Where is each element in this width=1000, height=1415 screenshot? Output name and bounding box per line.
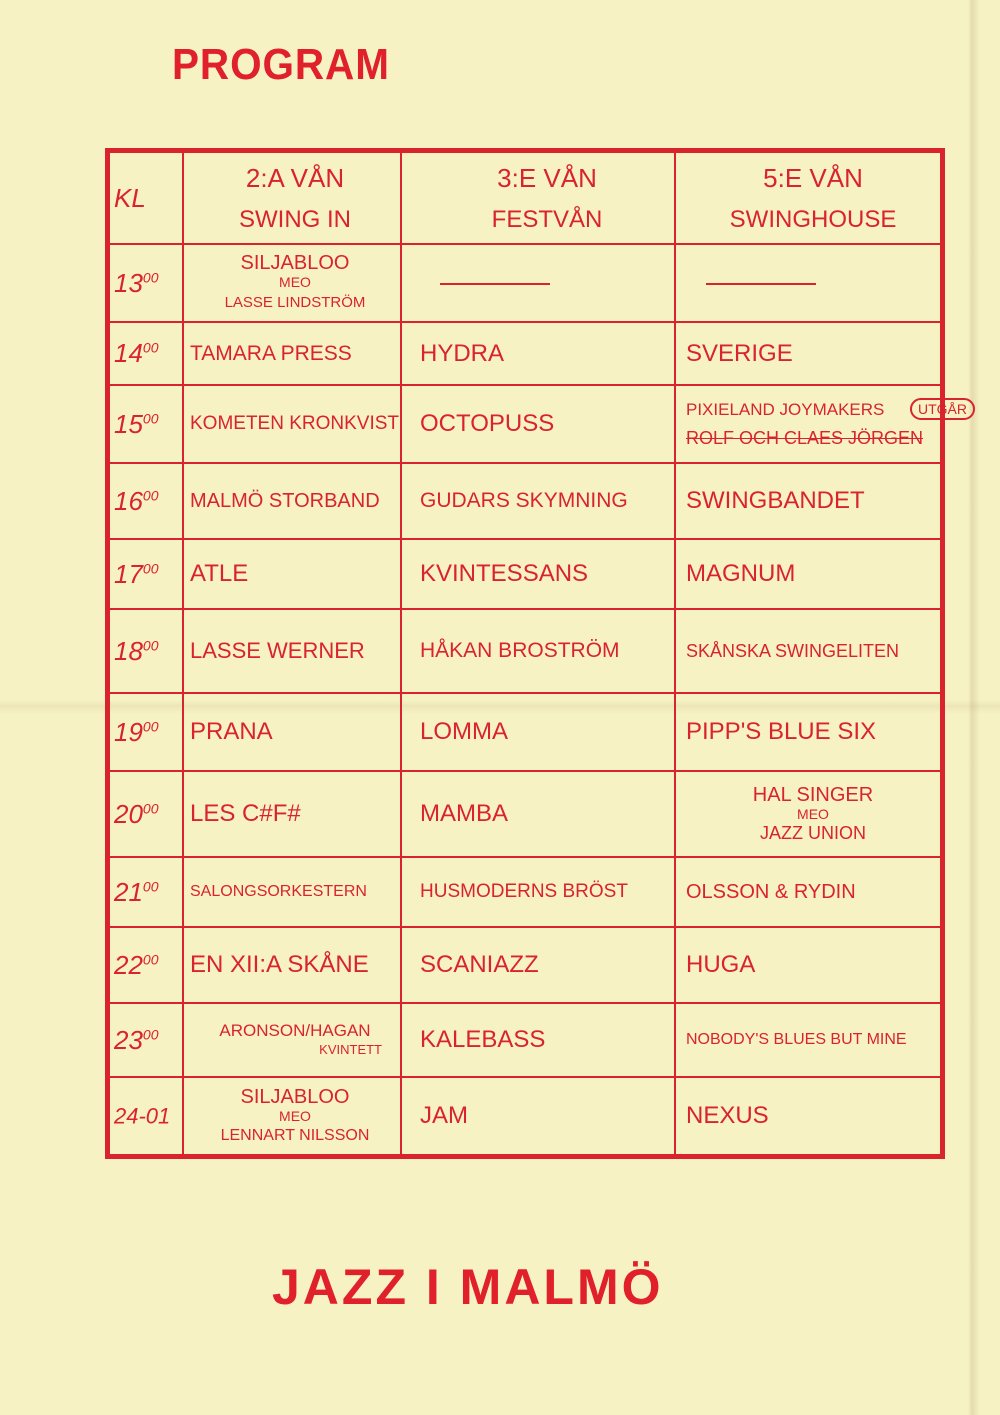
schedule-table xyxy=(105,148,945,1159)
venue-header-a xyxy=(183,152,401,244)
act-cell-b: JAM xyxy=(401,1077,675,1155)
empty-slot-dash xyxy=(440,283,550,285)
venue-header-c xyxy=(675,152,941,244)
floor-label-c: 5:E VÅN xyxy=(763,162,863,193)
act-cell-b: MAMBA xyxy=(401,771,675,857)
venue-name-a: SWING IN xyxy=(239,205,351,233)
act-cell-b: HYDRA xyxy=(401,322,675,385)
act-cell-a: TAMARA PRESS xyxy=(183,322,401,385)
venue-name-c: SWINGHOUSE xyxy=(729,205,897,233)
act-cell-c: HAL SINGER MEO JAZZ UNION xyxy=(675,771,941,857)
act-cell-b xyxy=(401,244,675,322)
act-cell-c: PIPP'S BLUE SIX xyxy=(675,693,941,771)
cancelled-act: ROLF OCH CLAES JÖRGEN xyxy=(686,427,924,448)
floor-label-b: 3:E VÅN xyxy=(497,162,597,193)
time-cell: $20^{00}$ xyxy=(109,771,183,857)
time-cell: $14^{00}$ xyxy=(109,322,183,385)
schedule-row xyxy=(109,1003,941,1077)
time-cell: 24-01 xyxy=(109,1077,183,1155)
time-cell: $21^{00}$ xyxy=(109,857,183,927)
act-cell-a: MALMÖ STORBAND xyxy=(183,463,401,539)
schedule-row xyxy=(109,463,941,539)
act-cell-b: HUSMODERNS BRÖST xyxy=(401,857,675,927)
act-cell-c: SVERIGE xyxy=(675,322,941,385)
act-cell-c: NEXUS xyxy=(675,1077,941,1155)
time-cell: $23^{00}$ xyxy=(109,1003,183,1077)
act-cell-b: LOMMA xyxy=(401,693,675,771)
act-cell-b: KALEBASS xyxy=(401,1003,675,1077)
schedule-row xyxy=(109,609,941,693)
act-cell-c: OLSSON & RYDIN xyxy=(675,857,941,927)
schedule-row xyxy=(109,539,941,609)
act-cell-a: EN XII:A SKÅNE xyxy=(183,927,401,1003)
schedule-row xyxy=(109,385,941,463)
venue-name-b: FESTVÅN xyxy=(491,205,603,233)
act-cell-c: PIXIELAND JOYMAKERS ROLF OCH CLAES JÖRGEN xyxy=(675,385,941,463)
program-title: PROGRAM xyxy=(172,40,390,89)
cancelled-note: UTGÅR xyxy=(910,398,975,420)
footer-title: JAZZ I MALMÖ xyxy=(272,1259,664,1315)
act-cell-b: KVINTESSANS xyxy=(401,539,675,609)
act-cell-a: LES C#F# xyxy=(183,771,401,857)
act-cell-c: SWINGBANDET xyxy=(675,463,941,539)
schedule-row xyxy=(109,857,941,927)
act-cell-c: MAGNUM xyxy=(675,539,941,609)
time-cell: $19^{00}$ xyxy=(109,693,183,771)
time-cell: $16^{00}$ xyxy=(109,463,183,539)
act-cell-b: HÅKAN BROSTRÖM xyxy=(401,609,675,693)
act-cell-a: LASSE WERNER xyxy=(183,609,401,693)
venue-header-b xyxy=(401,152,675,244)
act-cell-a: SALONGSORKESTERN xyxy=(183,857,401,927)
time-header: KL xyxy=(109,152,183,244)
act-cell-c: HUGA xyxy=(675,927,941,1003)
time-cell: $13^{00}$ xyxy=(109,244,183,322)
act-cell-c: NOBODY'S BLUES BUT MINE xyxy=(675,1003,941,1077)
act-cell-a: SILJABLOO MEO LENNART NILSSON xyxy=(183,1077,401,1155)
act-cell-a: ATLE xyxy=(183,539,401,609)
header-row xyxy=(109,152,941,244)
act-cell-b: GUDARS SKYMNING xyxy=(401,463,675,539)
schedule-row xyxy=(109,1077,941,1155)
schedule-row xyxy=(109,244,941,322)
time-cell: $18^{00}$ xyxy=(109,609,183,693)
act-cell-b: SCANIAZZ xyxy=(401,927,675,1003)
time-cell: $15^{00}$ xyxy=(109,385,183,463)
act-cell-a: SILJABLOO MEO LASSE LINDSTRÖM xyxy=(183,244,401,322)
schedule-row xyxy=(109,693,941,771)
floor-label-a: 2:A VÅN xyxy=(245,162,345,193)
act-cell-a: PRANA xyxy=(183,693,401,771)
act-cell-c: SKÅNSKA SWINGELITEN xyxy=(675,609,941,693)
schedule-row xyxy=(109,927,941,1003)
time-cell: $17^{00}$ xyxy=(109,539,183,609)
schedule-row xyxy=(109,322,941,385)
act-cell-b: OCTOPUSS xyxy=(401,385,675,463)
time-cell: $22^{00}$ xyxy=(109,927,183,1003)
act-cell-a: KOMETEN KRONKVIST xyxy=(183,385,401,463)
empty-slot-dash xyxy=(706,283,816,285)
schedule-row xyxy=(109,771,941,857)
act-cell-c xyxy=(675,244,941,322)
act-cell-a: ARONSON/HAGAN KVINTETT xyxy=(183,1003,401,1077)
